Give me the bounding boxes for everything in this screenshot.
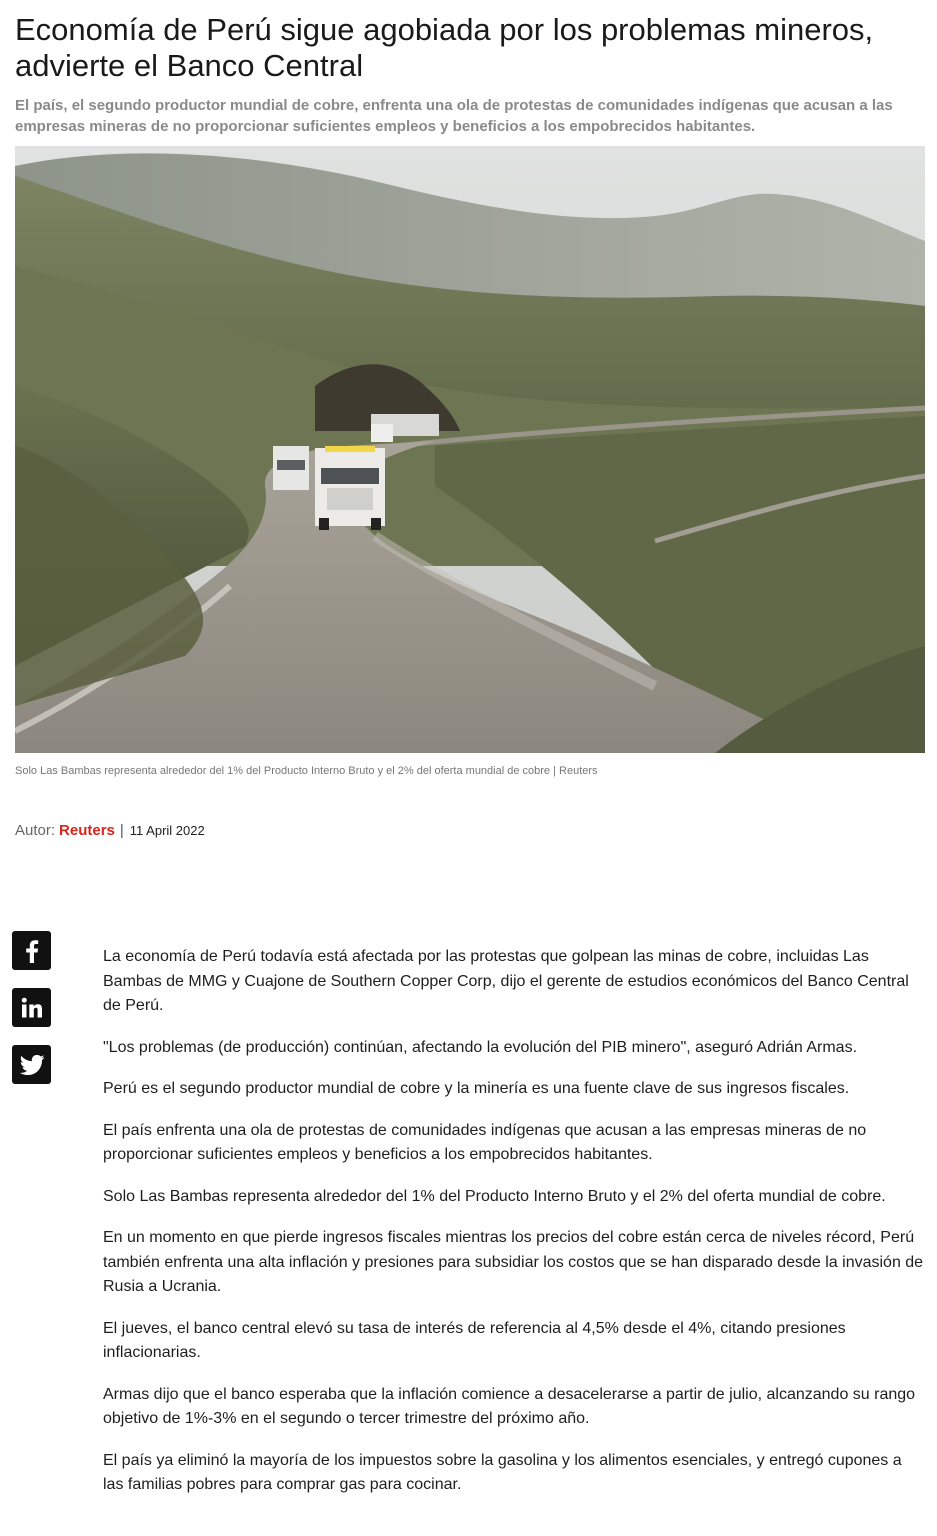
facebook-icon xyxy=(21,939,43,963)
linkedin-icon xyxy=(21,997,43,1019)
article-paragraph: El país ya eliminó la mayoría de los impuestos sobre la gasolina y los alimentos esenciales, y entregó cupones a las familias pobres para comprar gas para cocinar. xyxy=(103,1451,902,1493)
share-facebook-button[interactable] xyxy=(12,931,51,970)
image-caption: Solo Las Bambas representa alrededor del 1% del Producto Interno Bruto y el 2% del oferta mundial de cobre | Reuters xyxy=(15,765,598,777)
article-paragraph: El jueves, el banco central elevó su tasa de interés de referencia al 4,5% desde el 4%, citando presiones inflacionarias. xyxy=(103,1319,846,1361)
article-paragraph: "Los problemas (de producción) continúan, afectando la evolución del PIB minero", aseguró Adrián Armas. xyxy=(103,1038,858,1056)
share-twitter-button[interactable] xyxy=(12,1045,51,1084)
article-paragraph: Armas dijo que el banco esperaba que la inflación comience a desacelerarse a partir de julio, alcanzando su rango objetivo de 1%-3% en el segundo o tercer trimestre del próximo año. xyxy=(103,1385,916,1427)
article-subheadline: El país, el segundo productor mundial de cobre, enfrenta una ola de protestas de comunidades indígenas que acusan a las empresas mineras de no proporcionar suficientes empleos y beneficios a los empobrecidos habitantes. xyxy=(15,97,893,135)
byline xyxy=(15,821,205,841)
article-hero-image xyxy=(15,146,925,753)
share-bar xyxy=(12,931,51,1102)
author-label: Autor: xyxy=(15,822,56,839)
article-paragraph: En un momento en que pierde ingresos fiscales mientras los precios del cobre están cerca de niveles récord, Perú también enfrenta una alta inflación y presiones para subsidiar los costos que se han disparado desde la invasión de Rusia a Ucrania. xyxy=(103,1229,924,1295)
author-link[interactable]: Reuters xyxy=(59,822,115,839)
article-paragraph: Perú es el segundo productor mundial de cobre y la minería es una fuente clave de sus ingresos fiscales. xyxy=(103,1080,850,1097)
article-paragraph: Solo Las Bambas representa alrededor del 1% del Producto Interno Bruto y el 2% del oferta mundial de cobre. xyxy=(103,1187,886,1205)
share-linkedin-button[interactable] xyxy=(12,988,51,1027)
publish-date: 11 April 2022 xyxy=(129,823,205,838)
byline-separator: | xyxy=(119,822,124,839)
article-headline: Economía de Perú sigue agobiada por los problemas mineros, advierte el Banco Central xyxy=(15,12,874,83)
article-body xyxy=(103,945,925,1515)
article-paragraph: La economía de Perú todavía está afectada por las protestas que golpean las minas de cobre, incluidas Las Bambas de MMG y Cuajone de Southern Copper Corp, dijo el gerente de estudios económicos del Banco Central de Perú. xyxy=(103,948,909,1014)
article-paragraph: El país enfrenta una ola de protestas de comunidades indígenas que acusan a las empresas mineras de no proporcionar suficientes empleos y beneficios a los empobrecidos habitantes. xyxy=(103,1121,867,1163)
twitter-icon xyxy=(20,1055,44,1075)
